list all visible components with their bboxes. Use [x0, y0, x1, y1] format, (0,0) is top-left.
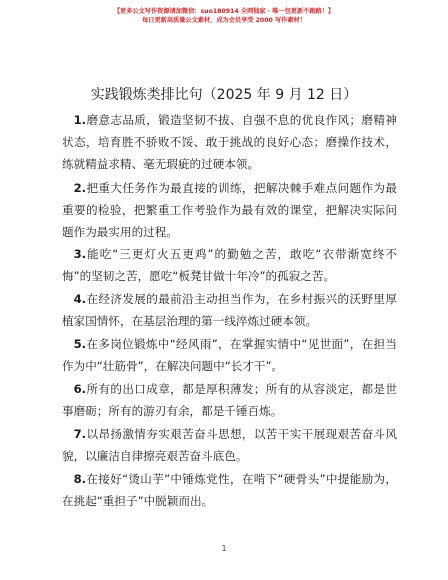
paragraph-number: 5. [73, 337, 87, 351]
paragraph-number: 7. [73, 427, 87, 441]
paragraph-text: 在经济发展的最前沿主动担当作为，在乡村振兴的沃野里厚植家国情怀，在基层治理的第一线淬炼过硬本领。 [62, 292, 397, 328]
paragraph-number: 3. [73, 247, 87, 261]
paragraph-number: 6. [73, 382, 87, 396]
paragraph-5 [62, 333, 397, 377]
paragraph-2 [62, 177, 397, 243]
paragraph-text: 把重大任务作为最直接的训练，把解决棘手难点问题作为最重要的检验，把繁重工作考验作为最有效的课堂，把解决实际问题作为最实用的过程。 [62, 181, 397, 239]
paragraph-text: 所有的出口成章，都是厚积薄发；所有的从容淡定，都是世事磨砺；所有的游刃有余，都是千锤百炼。 [62, 382, 397, 418]
paragraph-7 [62, 423, 397, 467]
paragraph-number: 8. [73, 472, 87, 486]
paragraph-1 [62, 109, 397, 175]
paragraph-number: 4. [73, 292, 87, 306]
paragraph-3 [62, 243, 397, 287]
promo-banner-line1: 【更多公文写作资源请加微信：suo180914 全网独家 · 唯一包更新不跑路！】 [113, 8, 335, 15]
promo-banner-line2: 每日更新高质量公文素材，成为会员享受 2000 写作素材！ [142, 17, 306, 24]
paragraph-number: 2. [73, 181, 87, 195]
paragraph-text: 在接好“烫山芋”中锤炼党性，在啃下“硬骨头”中提能励为，在挑起“重担子”中脱颖而出。 [62, 472, 397, 508]
paragraph-text: 以昂扬激情夯实艰苦奋斗思想，以苦干实干展现艰苦奋斗风貌，以廉洁自律擦亮艰苦奋斗底色。 [62, 427, 397, 463]
paragraph-4 [62, 288, 397, 332]
paragraph-6 [62, 378, 397, 422]
page-number: 1 [221, 544, 227, 553]
paragraph-text: 在多岗位锻炼中“经风雨”，在掌握实情中“见世面”，在担当作为中“壮筋骨”，在解决问题中“长才干”。 [62, 337, 397, 373]
paragraph-8 [62, 468, 397, 512]
paragraph-number: 1. [73, 113, 87, 127]
paragraph-text: 磨意志品质，锻造坚韧不拔、自强不息的优良作风；磨精神状态，培育胜不骄败不馁、敢于挑战的良好心态；磨操作技术，练就精益求精、毫无瑕疵的过硬本领。 [62, 113, 397, 171]
paragraph-text: 能吃“三更灯火五更鸡”的勤勉之苦，敢吃“衣带渐宽终不悔”的坚韧之苦，愿吃“板凳甘做十年冷”的孤寂之苦。 [62, 247, 397, 283]
document-title: 实践锻炼类排比句（2025 年 9 月 12 日） [90, 87, 358, 103]
